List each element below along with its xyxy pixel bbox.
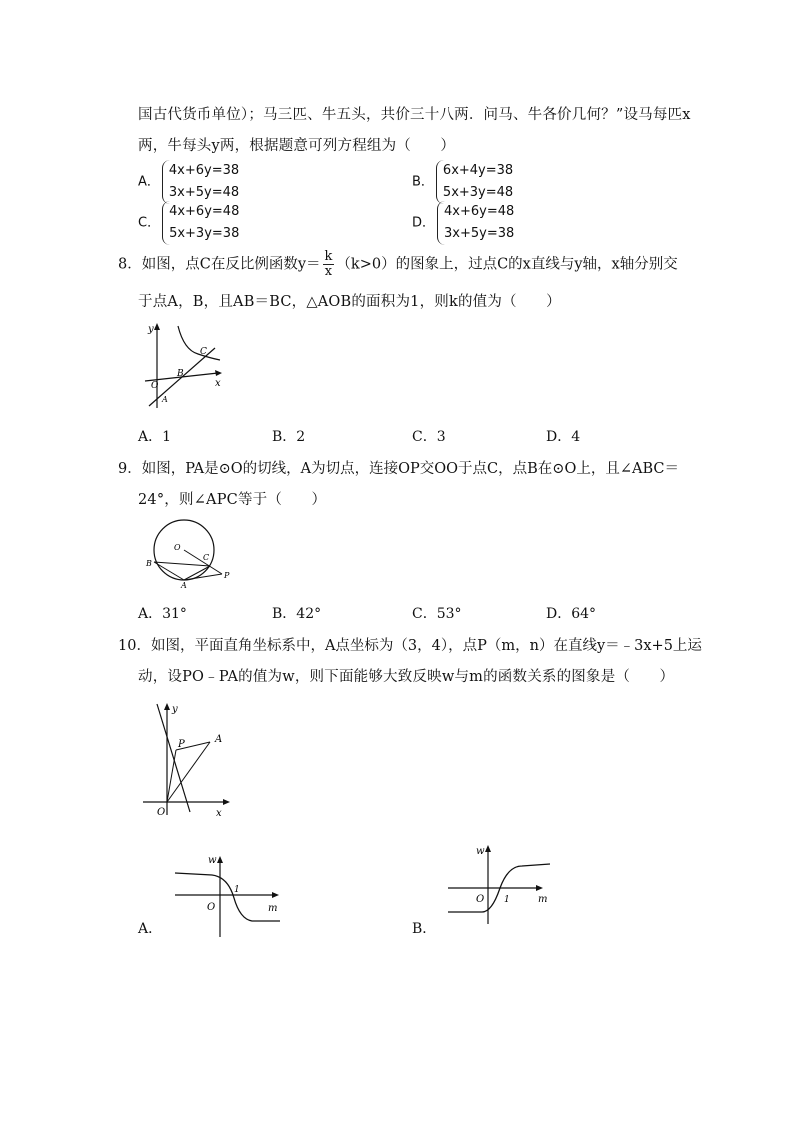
q8-option-b: B．2 <box>272 429 306 445</box>
w-axis-arrow-icon <box>485 845 491 852</box>
q8-option-a: A．1 <box>138 429 172 445</box>
y-axis-arrow-icon <box>164 703 170 710</box>
q10-graph-b <box>446 842 556 927</box>
line-ba <box>154 562 184 580</box>
q9-option-c: C．53° <box>412 606 462 622</box>
q7-option-b: B． 6x+4y=38 5x+3y=48 <box>412 160 513 204</box>
q7-text-line1: 国古代货币单位）；马三匹、牛五头，共价三十八两．问马、牛各价几何？”设马每匹x <box>138 107 691 123</box>
q9-text-line2: 24°，则∠APC等于（ ） <box>138 492 327 508</box>
m-axis-arrow-icon <box>536 885 543 891</box>
line-op <box>167 750 176 802</box>
q9-option-a: A．31° <box>138 606 187 622</box>
label-a: A <box>181 581 187 588</box>
q10-graph-a <box>172 853 287 938</box>
label-o: O <box>476 894 485 905</box>
w-axis-arrow-icon <box>217 856 223 863</box>
label-b: B <box>146 559 152 568</box>
hyperbola-curve <box>178 326 220 360</box>
q7-option-c: C． 4x+6y=48 5x+3y=38 <box>138 201 239 245</box>
x-axis-arrow-icon <box>215 370 222 376</box>
x-axis-arrow-icon <box>223 799 230 805</box>
q10-option-a: A． <box>138 921 163 937</box>
label-a: A <box>162 395 168 404</box>
label-o: O <box>157 807 166 818</box>
label-y: y <box>172 704 178 715</box>
label-w: w <box>208 855 217 866</box>
q8-option-c: C．3 <box>412 429 446 445</box>
label-c: C <box>200 347 207 357</box>
label-y: y <box>148 324 154 335</box>
m-axis-arrow-icon <box>272 892 279 898</box>
label-one: 1 <box>504 895 510 905</box>
label-o: O <box>174 543 181 552</box>
label-a: A <box>215 734 223 745</box>
w-curve-a <box>175 873 280 921</box>
label-o: O <box>207 902 216 913</box>
q8-option-d: D．4 <box>546 429 581 445</box>
equation-system: 4x+6y=38 3x+5y=48 <box>162 160 239 204</box>
q9-option-d: D．64° <box>546 606 597 622</box>
line-y-eq-neg3x-plus5 <box>157 704 190 812</box>
y-axis-arrow-icon <box>154 323 160 330</box>
label-m: m <box>268 903 278 914</box>
q10-text-line1: 10．如图，平面直角坐标系中，A点坐标为（3，4），点P（m，n）在直线y＝﹣3x+5上运 <box>118 638 702 654</box>
label-x: x <box>216 808 222 819</box>
fraction-k-over-x: $\frac{k}{x}$ <box>324 249 333 279</box>
label-p: P <box>224 571 230 580</box>
line-oa <box>167 742 210 802</box>
q9-text-line1: 9．如图，PA是⊙O的切线，A为切点，连接OP交OO于点C，点B在⊙O上，且∠ABC＝ <box>118 461 679 477</box>
q7-text-line2: 两，牛每头y两，根据题意可列方程组为（ ） <box>138 138 456 154</box>
q10-text-line2: 动，设PO﹣PA的值为w，则下面能够大致反映w与m的函数关系的图象是（ ） <box>138 669 675 685</box>
equation-system: 4x+6y=48 3x+5y=38 <box>437 201 514 245</box>
label-m: m <box>538 894 548 905</box>
q8-figure <box>140 320 230 410</box>
q10-option-b: B． <box>412 921 437 937</box>
label-x: x <box>215 378 221 389</box>
label-c: C <box>203 553 210 562</box>
q7-option-a: A． 4x+6y=38 3x+5y=48 <box>138 160 239 204</box>
q8-text-line2: 于点A，B，且AB＝BC，△AOB的面积为1，则k的值为（ ） <box>138 294 561 310</box>
equation-system: 4x+6y=48 5x+3y=38 <box>162 201 239 245</box>
q9-figure <box>142 518 242 588</box>
label-one: 1 <box>234 885 240 895</box>
q7-option-d: D． 4x+6y=48 3x+5y=38 <box>412 201 514 245</box>
label-b: B <box>177 369 184 379</box>
label-p: P <box>178 739 185 750</box>
q8-text-line1: 8．如图，点C在反比例函数y＝ $\frac{k}{x}$ （k>0）的图象上，过点C的x直线与y轴，x轴分别交 <box>118 249 678 279</box>
q10-figure <box>140 700 240 820</box>
label-w: w <box>476 846 485 857</box>
line-bc <box>154 562 210 566</box>
q9-option-b: B．42° <box>272 606 322 622</box>
label-o: O <box>151 381 159 391</box>
equation-system: 6x+4y=38 5x+3y=48 <box>436 160 513 204</box>
